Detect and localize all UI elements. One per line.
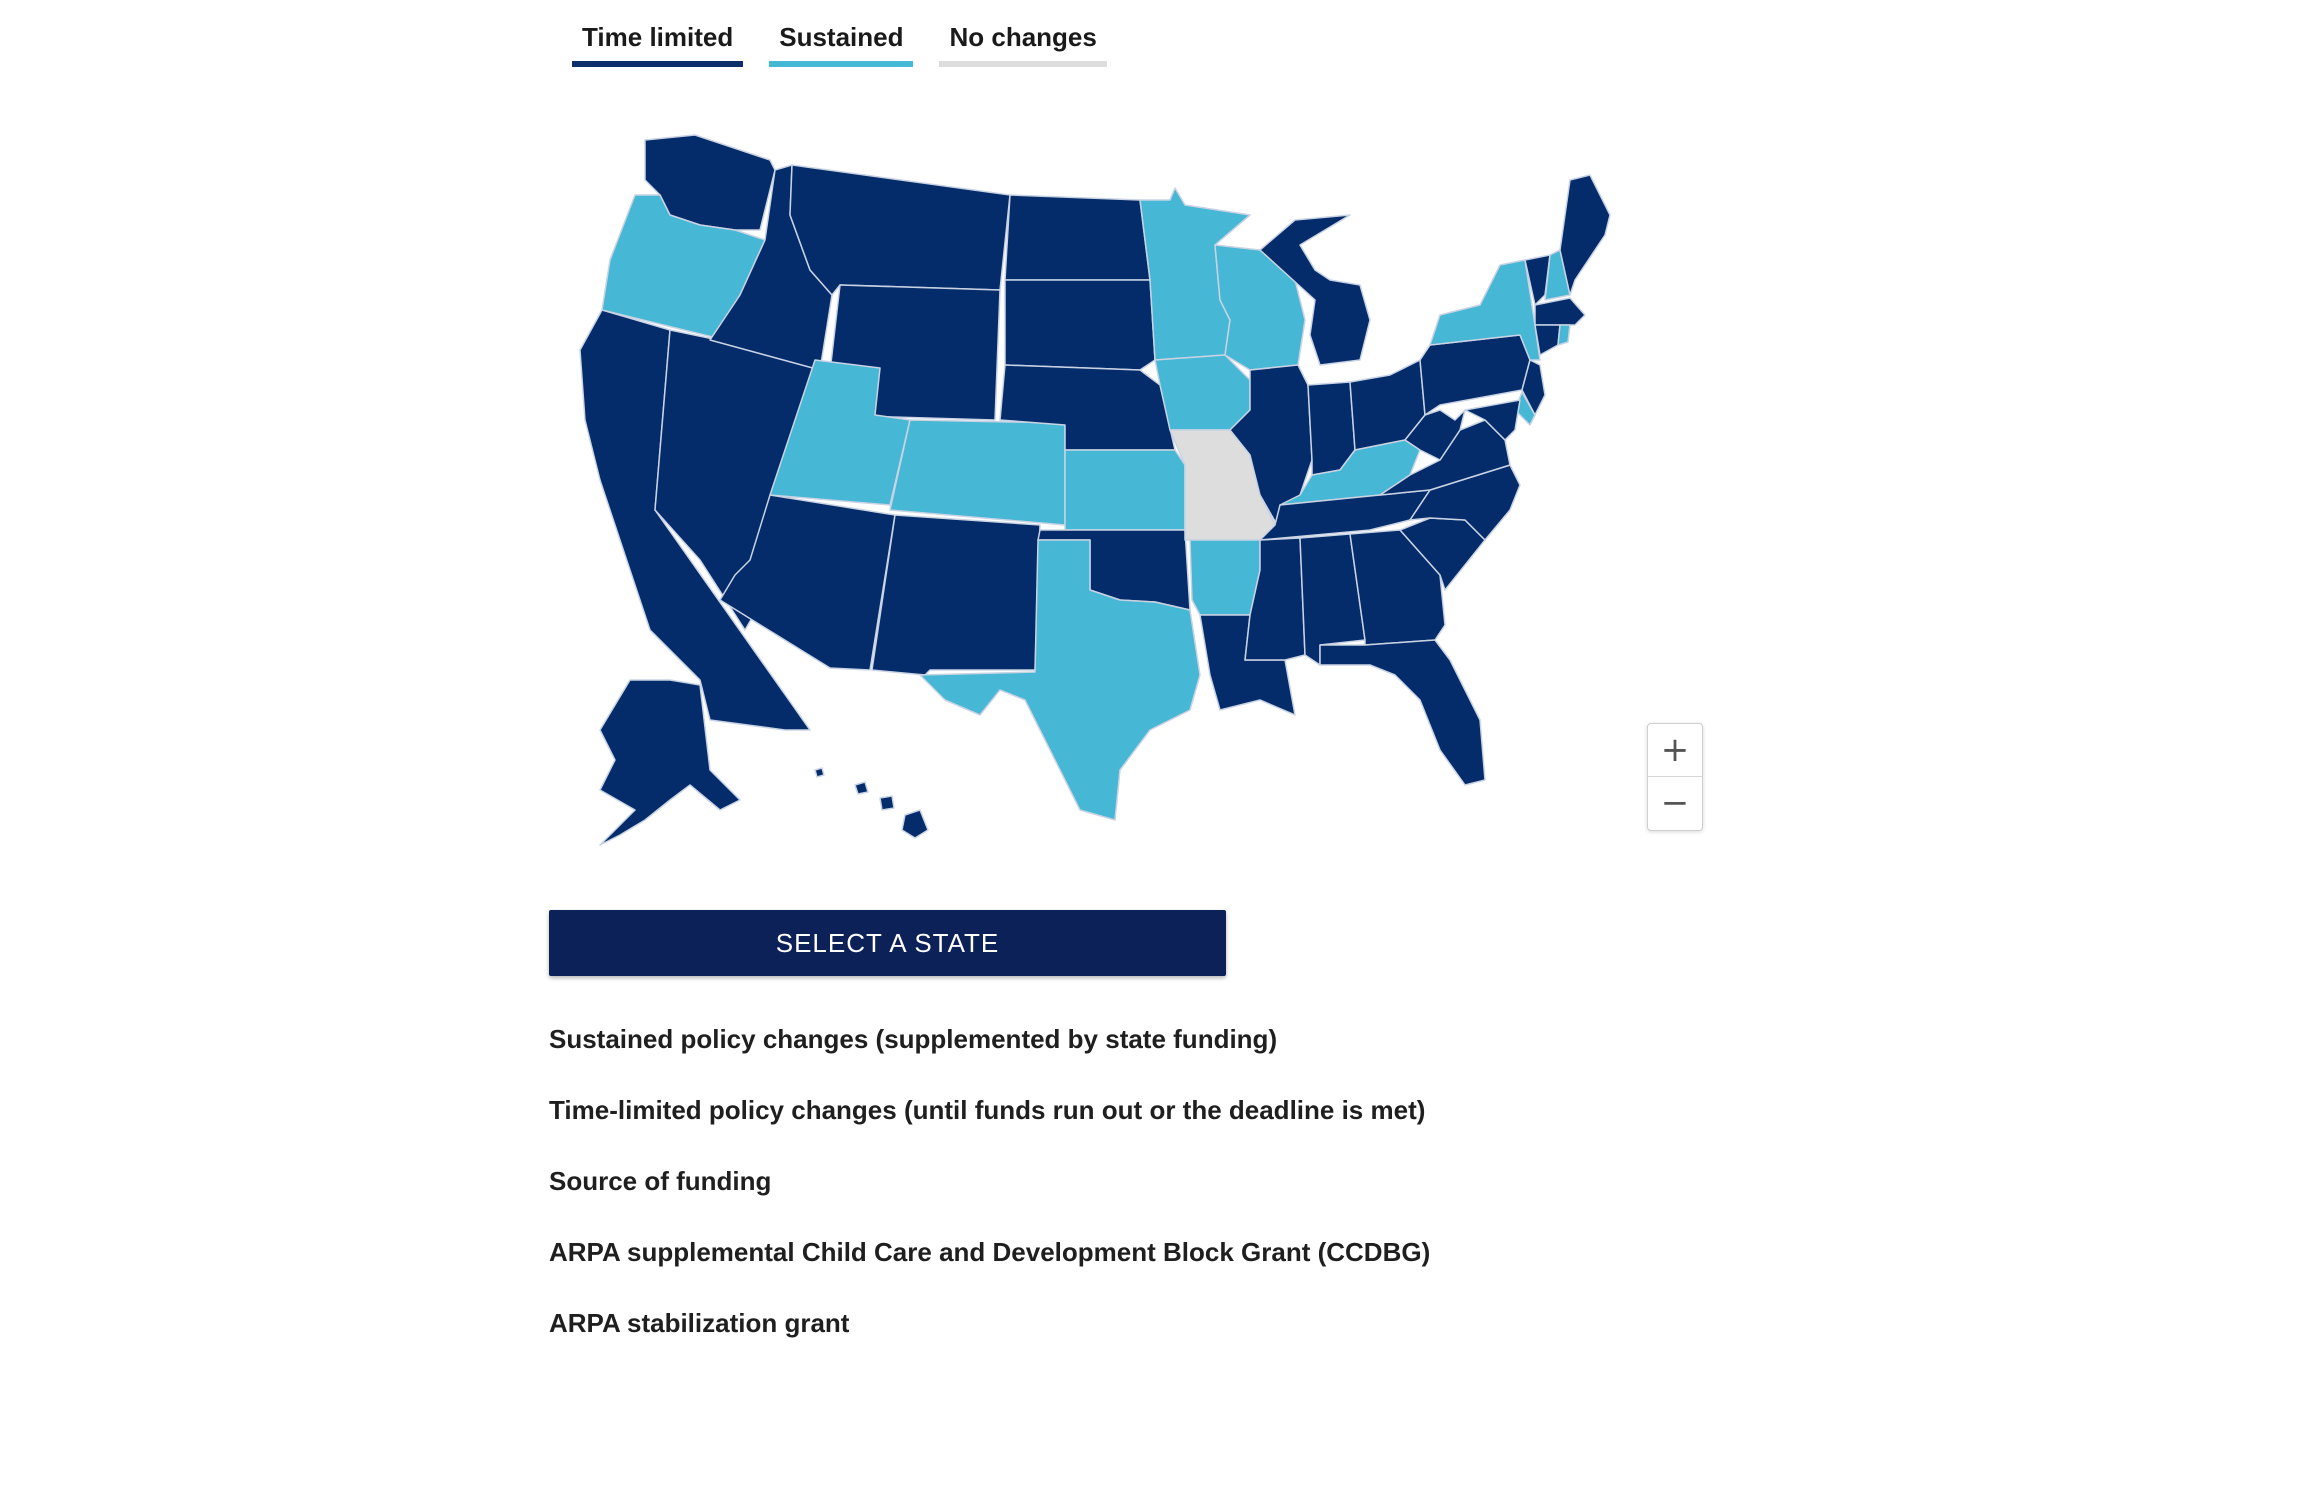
state-nm[interactable] [872, 515, 1040, 675]
state-ct[interactable] [1535, 325, 1560, 355]
state-ar[interactable] [1190, 540, 1260, 615]
state-ri[interactable] [1558, 325, 1570, 345]
us-map-svg [560, 120, 1720, 860]
state-fl[interactable] [1320, 640, 1485, 785]
section-heading-arpa-stabilization[interactable]: ARPA stabilization grant [549, 1308, 850, 1338]
zoom-out-button[interactable]: − [1648, 776, 1702, 829]
section-heading-time-limited[interactable]: Time-limited policy changes (until funds run out or the deadline is met) [549, 1095, 1426, 1125]
us-map [560, 120, 1720, 860]
state-ia[interactable] [1155, 355, 1250, 430]
policy-sections [549, 1026, 1430, 1381]
state-mt[interactable] [790, 165, 1010, 295]
state-co[interactable] [890, 420, 1065, 525]
section-heading-sustained[interactable]: Sustained policy changes (supplemented by state funding) [549, 1024, 1278, 1054]
state-nd[interactable] [1005, 195, 1150, 280]
state-ks[interactable] [1065, 450, 1185, 530]
legend-item-time-limited[interactable]: Time limited [572, 18, 743, 67]
section-heading-arpa-ccdbg[interactable]: ARPA supplemental Child Care and Development Block Grant (CCDBG) [549, 1237, 1431, 1267]
state-me[interactable] [1560, 175, 1610, 295]
state-sd[interactable] [1005, 280, 1155, 370]
state-hi[interactable] [815, 768, 928, 838]
zoom-control [1647, 723, 1703, 831]
section-heading-source-of-funding[interactable]: Source of funding [549, 1166, 772, 1196]
legend-item-sustained[interactable]: Sustained [769, 18, 913, 67]
legend [572, 18, 1107, 67]
zoom-in-button[interactable]: + [1660, 730, 1690, 770]
state-ma[interactable] [1535, 298, 1585, 325]
select-state-button[interactable]: SELECT A STATE [549, 910, 1226, 976]
legend-item-no-changes[interactable]: No changes [939, 18, 1106, 67]
